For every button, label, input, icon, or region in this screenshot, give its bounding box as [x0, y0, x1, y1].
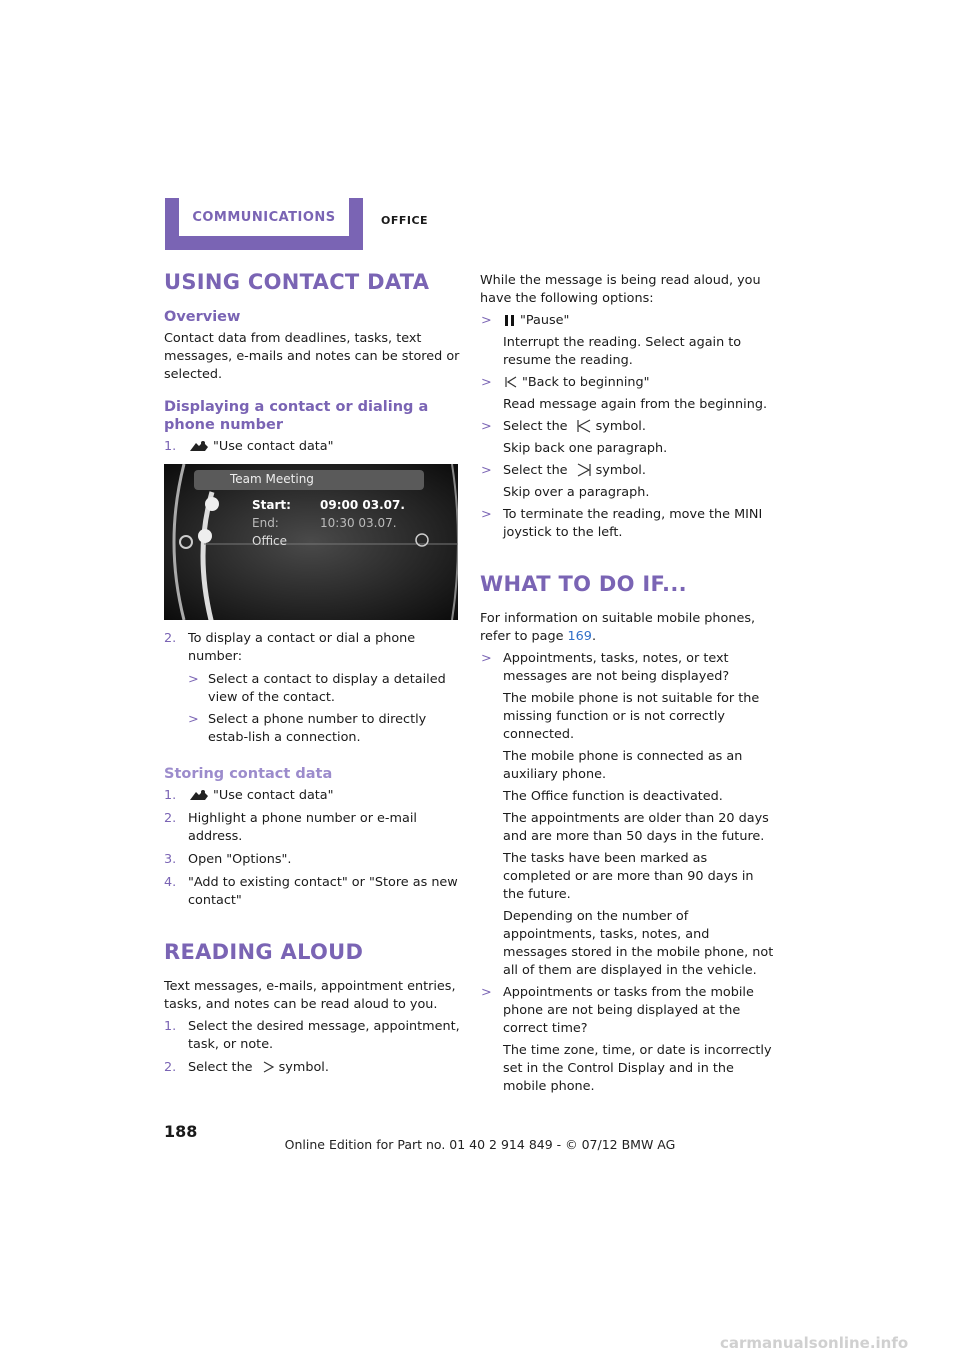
option-skip-forward-desc: Skip over a paragraph.: [503, 485, 650, 500]
option-back-desc: Read message again from the beginning.: [503, 397, 768, 412]
left-column: [164, 270, 460, 1082]
screen-start-value: 09:00 03.07.: [320, 498, 405, 512]
display-graphic: [164, 464, 458, 620]
heading-displaying-contact: Displaying a contact or dialing a phone number: [164, 399, 429, 433]
section-tab: [165, 198, 363, 250]
option-pause-desc: Interrupt the reading. Select again to resume the reading.: [503, 335, 742, 368]
question-1-answer-6: Depending on the number of appointments, tasks, notes, and messages stored in the mobile phone, not all of them are displayed in the vehicle.: [503, 909, 774, 978]
option-skip-forward: > Select the symbol.: [481, 463, 646, 478]
read-step-2: 2. Select the symbol.: [164, 1060, 329, 1075]
heading-overview: Overview: [164, 309, 241, 325]
contact-data-icon: [188, 439, 210, 453]
heading-using-contact-data: USING CONTACT DATA: [164, 270, 430, 294]
heading-storing-contact: Storing contact data: [164, 766, 333, 782]
footer-text: Online Edition for Part no. 01 40 2 914 849 - © 07/12 BMW AG: [284, 1137, 676, 1152]
read-step-1: 1. Select the desired message, appointment, task, or note.: [164, 1019, 460, 1052]
question-2-answer-1: The time zone, time, or date is incorrectly set in the Control Display and in the mobile phone.: [503, 1043, 772, 1094]
question-2: > Appointments or tasks from the mobile phone are not being displayed at the correct time?: [481, 985, 754, 1036]
page-link-169[interactable]: 169: [567, 629, 592, 644]
heading-reading-aloud: READING ALOUD: [164, 940, 364, 964]
watermark: carmanualsonline.info: [720, 1334, 909, 1352]
control-display-screenshot: [164, 464, 458, 620]
display-step-2: 2. To display a contact or dial a phone number:: [164, 631, 416, 664]
display-step-1: 1. "Use contact data": [164, 439, 334, 454]
skip-back-icon: [575, 419, 593, 433]
store-step-3: 3. Open "Options".: [164, 852, 292, 867]
screen-title: Team Meeting: [230, 472, 314, 486]
screen-office-label: Office: [252, 534, 288, 548]
skip-forward-icon: [575, 463, 593, 477]
option-back-to-beginning: > "Back to beginning": [481, 375, 650, 390]
screen-end-value: 10:30 03.07.: [320, 516, 397, 530]
heading-what-to-do-if: WHAT TO DO IF...: [480, 572, 687, 596]
pause-icon: [503, 313, 517, 327]
display-bullet-2: > Select a phone number to directly estab-lish a connection.: [188, 712, 427, 745]
display-bullet-1: > Select a contact to display a detailed view of the contact.: [188, 672, 446, 705]
page-number: 188: [164, 1122, 198, 1141]
options-intro: While the message is being read aloud, you have the following options:: [480, 273, 761, 306]
option-skip-back-desc: Skip back one paragraph.: [503, 441, 668, 456]
info-text: For information on suitable mobile phones, refer to page 169.: [480, 611, 756, 644]
subsection-title: OFFICE: [381, 214, 429, 227]
overview-text: Contact data from deadlines, tasks, text messages, e-mails and notes can be stored or selected.: [164, 331, 460, 382]
question-1: > Appointments, tasks, notes, or text messages are not being displayed?: [481, 651, 730, 684]
question-1-answer-3: The Office function is deactivated.: [503, 789, 723, 804]
right-column: [480, 270, 776, 1100]
option-terminate: > To terminate the reading, move the MINI joystick to the left.: [481, 507, 763, 540]
option-skip-back: > Select the symbol.: [481, 419, 646, 434]
reading-text: Text messages, e-mails, appointment entries, tasks, and notes can be read aloud to you.: [164, 979, 456, 1012]
question-1-answer-5: The tasks have been marked as completed or are more than 90 days in the future.: [503, 851, 754, 902]
question-1-answer-4: The appointments are older than 20 days and are more than 50 days in the future.: [503, 811, 769, 844]
screen-end-label: End:: [252, 516, 279, 530]
option-pause: > "Pause": [481, 313, 570, 328]
section-title: COMMUNICATIONS: [192, 209, 336, 225]
screen-start-label: Start:: [252, 498, 291, 512]
play-triangle-icon: [260, 1060, 276, 1074]
store-step-2: 2. Highlight a phone number or e-mail address.: [164, 811, 417, 844]
question-1-answer-2: The mobile phone is connected as an auxiliary phone.: [503, 749, 743, 782]
back-to-beginning-icon: [503, 375, 519, 389]
question-1-answer-1: The mobile phone is not suitable for the missing function or is not correctly connected.: [503, 691, 760, 742]
contact-data-icon: [188, 788, 210, 802]
store-step-4: 4. "Add to existing contact" or "Store as new contact": [164, 875, 458, 908]
store-step-1: 1. "Use contact data": [164, 788, 334, 803]
